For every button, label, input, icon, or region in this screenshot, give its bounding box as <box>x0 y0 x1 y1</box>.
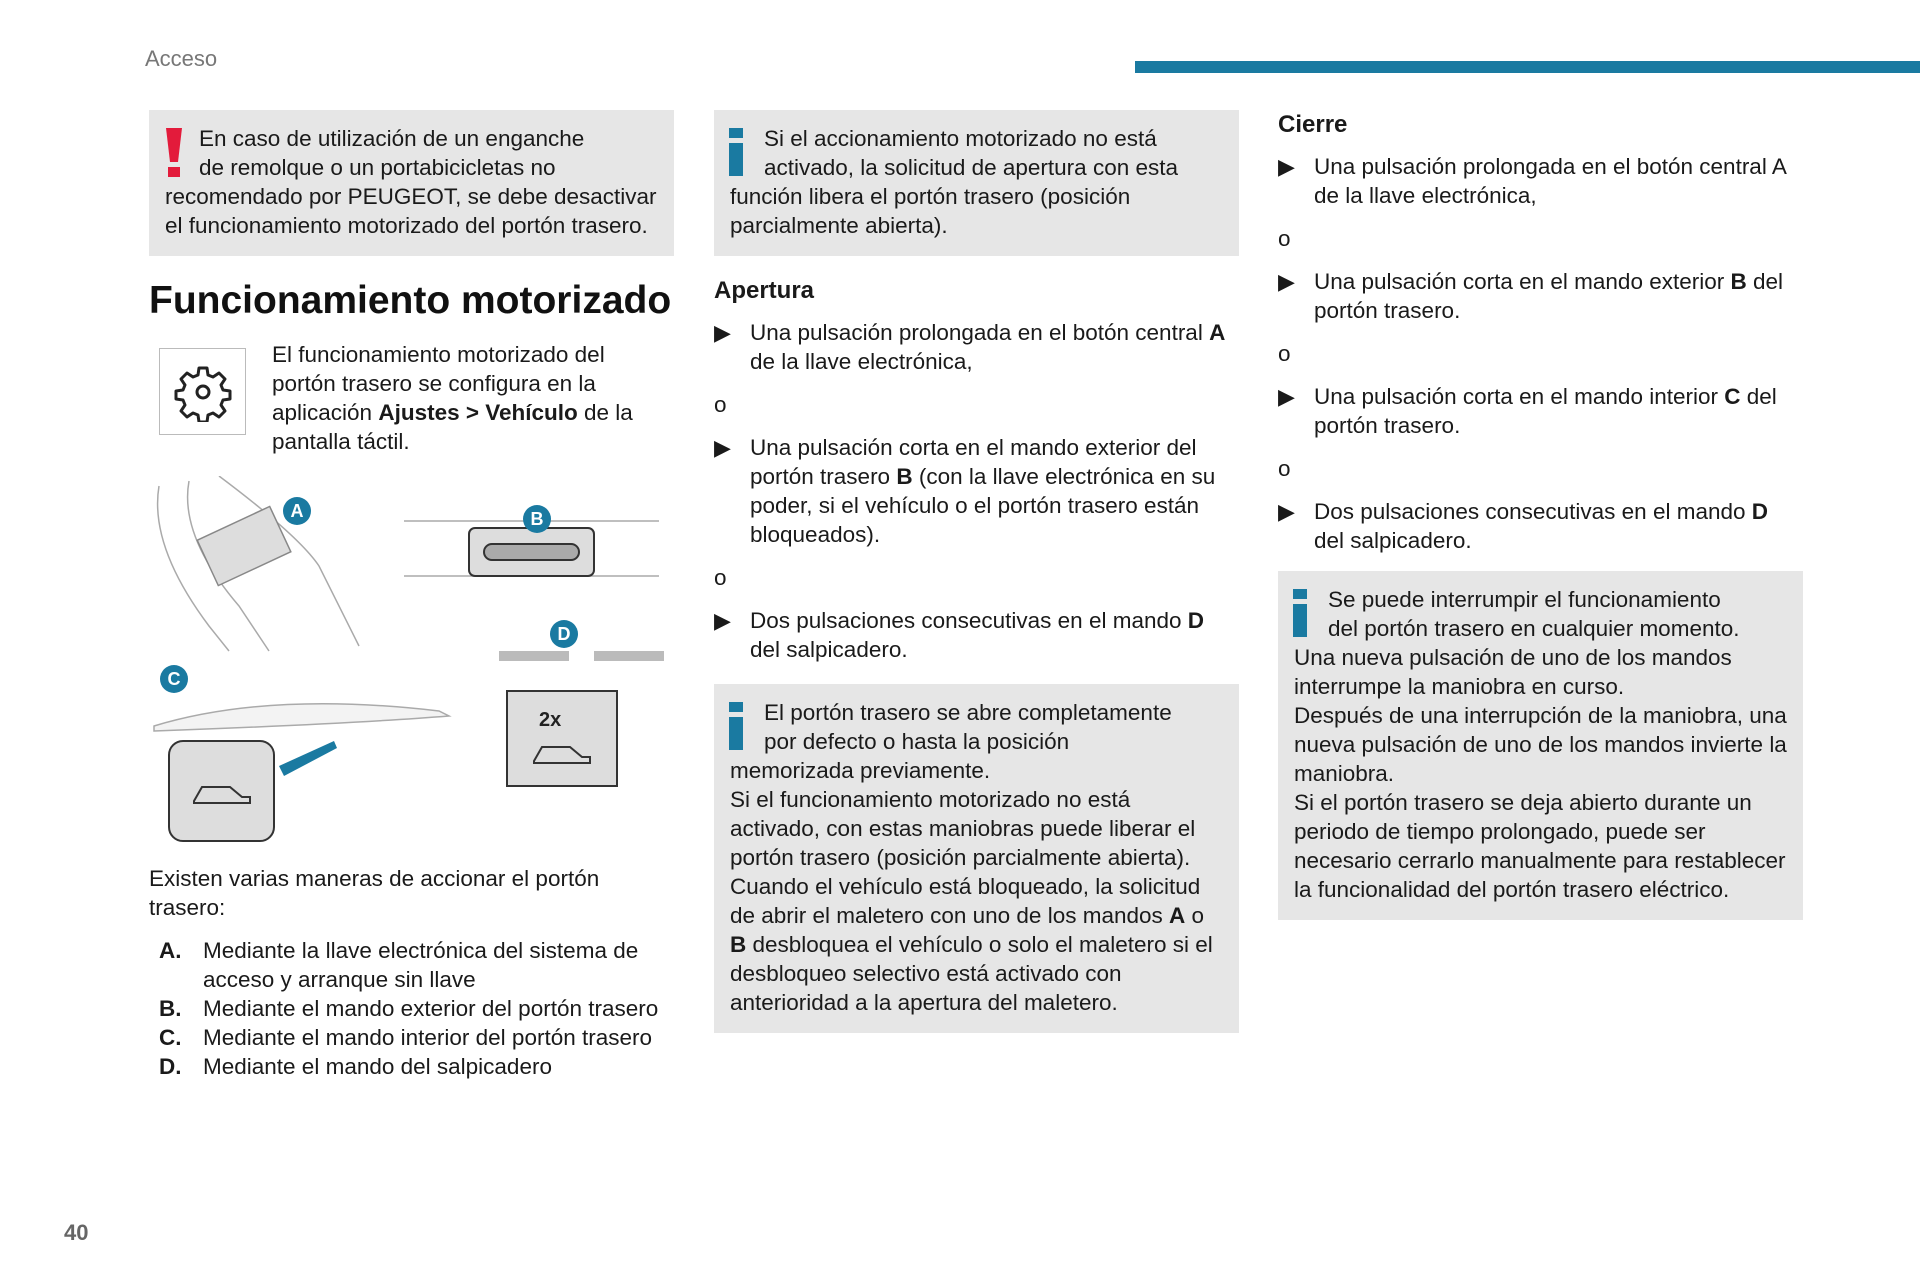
or-separator: o <box>1278 456 1291 481</box>
warning-text: recomendado por PEUGEOT, se debe desactivar el funcionamiento motorizado del portón trasero. <box>165 184 657 238</box>
list-item: D. Mediante el mando del salpicadero <box>159 1054 552 1079</box>
warning-text: En caso de utilización de un enganche <box>199 126 585 151</box>
or-separator: o <box>1278 226 1291 251</box>
triangle-bullet-icon: ▶ <box>1278 154 1295 179</box>
list-item: A. Mediante la llave electrónica del sistema de acceso y arranque sin llave <box>159 938 639 992</box>
section-header: Acceso <box>145 46 218 71</box>
triangle-bullet-icon: ▶ <box>714 608 731 633</box>
info-box: Si el accionamiento motorizado no está activado, la solicitud de apertura con esta función libera el portón trasero (posición parcialmente abierta). <box>714 110 1239 256</box>
or-separator: o <box>714 565 727 590</box>
info-icon <box>1293 589 1307 637</box>
figure-label-b: B <box>530 509 544 529</box>
figure-label-d: D <box>557 624 571 644</box>
triangle-bullet-icon: ▶ <box>1278 499 1295 524</box>
closing-heading: Cierre <box>1278 111 1348 138</box>
exclamation-icon <box>164 128 184 178</box>
section-title: Funcionamiento motorizado <box>149 279 672 322</box>
list-item: ▶ Una pulsación corta en el mando exterior del portón trasero B (con la llave electrónica en su poder, si el vehículo o el portón trasero están bloqueados). <box>714 435 1216 547</box>
list-item: ▶ Una pulsación corta en el mando exterior B del portón trasero. <box>1278 269 1784 323</box>
intro-text: Existen varias maneras de accionar el portón trasero: <box>149 866 600 920</box>
list-item: ▶ Una pulsación corta en el mando interior C del portón trasero. <box>1278 384 1777 438</box>
figure-label-a: A <box>290 501 304 521</box>
column-1 <box>149 110 674 1081</box>
column-2 <box>714 110 1239 1033</box>
triangle-bullet-icon: ▶ <box>1278 384 1295 409</box>
triangle-bullet-icon: ▶ <box>714 435 731 460</box>
info-box: El portón trasero se abre completamente por defecto o hasta la posición memorizada previamente. Si el funcionamiento motorizado no está activado, con estas maniobras puede liberar el portón trasero (posición parcialmente abierta). Cuando el vehículo está bloqueado, la solicitud de abrir el maletero con uno de los mandos A o B desbloquea el vehículo o solo el maletero si el desbloqueo selectivo está activado con anterioridad a la apertura del maletero. <box>714 684 1239 1033</box>
list-item: ▶ Una pulsación prolongada en el botón central A de la llave electrónica, <box>714 320 1226 374</box>
info-icon <box>729 702 743 750</box>
column-3 <box>1278 110 1803 920</box>
header-accent-bar <box>1135 61 1920 73</box>
warning-box <box>149 110 674 256</box>
info-box: Se puede interrumpir el funcionamiento del portón trasero en cualquier momento. Una nueva pulsación de uno de los mandos interrumpe la maniobra en curso. Después de una interrupción de la maniobra, una nueva pulsación de uno de los mandos invierte la maniobra. Si el portón trasero se deja abierto durante un periodo de tiempo prolongado, puede ser necesario cerrarlo manualmente para restablecer la funcionalidad del portón trasero eléctrico. <box>1278 571 1803 920</box>
triangle-bullet-icon: ▶ <box>1278 269 1295 294</box>
settings-text: El funcionamiento motorizado del portón trasero se configura en la aplicación Ajustes > Vehículo de la pantalla táctil. <box>272 342 633 454</box>
list-item: ▶ Dos pulsaciones consecutivas en el mando D del salpicadero. <box>714 608 1205 662</box>
info-icon <box>729 128 743 176</box>
list-item: B. Mediante el mando exterior del portón trasero <box>159 996 659 1021</box>
tailgate-controls-figure <box>149 476 674 846</box>
warning-text: de remolque o un portabicicletas no <box>199 155 556 180</box>
gear-icon <box>159 348 246 435</box>
list-item: C. Mediante el mando interior del portón trasero <box>159 1025 653 1050</box>
or-separator: o <box>714 392 727 417</box>
page-number: 40 <box>64 1220 89 1245</box>
ways-list <box>159 936 674 1081</box>
list-item: ▶ Una pulsación prolongada en el botón central A de la llave electrónica, <box>1278 154 1786 208</box>
opening-heading: Apertura <box>714 277 815 304</box>
or-separator: o <box>1278 341 1291 366</box>
triangle-bullet-icon: ▶ <box>714 320 731 345</box>
figure-label-c: C <box>167 669 181 689</box>
list-item: ▶ Dos pulsaciones consecutivas en el mando D del salpicadero. <box>1278 499 1769 553</box>
double-press-label: 2x <box>539 709 562 731</box>
